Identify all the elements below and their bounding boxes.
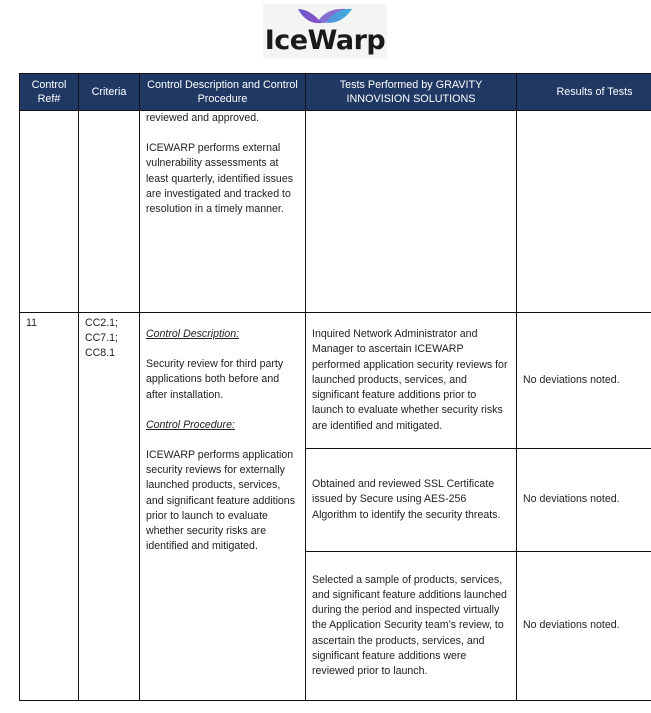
controls-table xyxy=(19,73,651,701)
control-description-heading: Control Description: xyxy=(146,328,240,340)
test-cell: Obtained and reviewed SSL Certificate issued by Secure using AES-256 Algorithm to identify the security threats. xyxy=(306,449,517,552)
criteria-item: CC8.1 xyxy=(85,347,116,360)
header-results: Results of Tests xyxy=(517,74,651,111)
header-control-description: Control Description and Control Procedure xyxy=(140,74,306,111)
icewarp-logo xyxy=(263,4,387,59)
tests-cell xyxy=(306,111,517,313)
result-cell: No deviations noted. xyxy=(517,552,651,701)
result-cell: No deviations noted. xyxy=(517,313,651,449)
criteria-item: CC7.1; xyxy=(85,332,118,345)
criteria-cell xyxy=(79,111,140,313)
result-cell: No deviations noted. xyxy=(517,449,651,552)
control-procedure-heading: Control Procedure: xyxy=(146,418,235,431)
control-description-cell xyxy=(140,111,306,313)
table-row xyxy=(20,111,651,313)
header-control-ref: Control Ref# xyxy=(20,74,79,111)
icewarp-wings-icon xyxy=(296,6,354,26)
results-cell xyxy=(517,111,651,313)
test-cell: Inquired Network Administrator and Manager to ascertain ICEWARP performed application security reviews for launched products, services, and significant feature additions prior to launch to evaluate whether security risks are identified and mitigated. xyxy=(306,313,517,449)
control-ref-cell: 11 xyxy=(20,313,79,701)
control-ref-cell xyxy=(20,111,79,313)
logo-wordmark: IceWarp xyxy=(264,25,386,56)
test-cell: Selected a sample of products, services, and significant feature additions launched during the period and inspected virtually the Application Security team’s review, to ascertain the products, services, and significant feature additions were reviewed prior to launch. xyxy=(306,552,517,701)
criteria-cell xyxy=(79,313,140,701)
criteria-item: CC2.1; xyxy=(85,317,118,329)
control-description-cell xyxy=(140,313,306,701)
table-header-row xyxy=(20,74,651,111)
control-description-text: Security review for third party applications both before and after installation. xyxy=(146,358,284,401)
description-text: ICEWARP performs external vulnerability assessments at least quarterly, identified issues are investigated and tracked to resolution in a timely manner. xyxy=(146,142,294,216)
description-text: reviewed and approved. xyxy=(146,112,260,124)
control-procedure-text: ICEWARP performs application security reviews for externally launched products, services, and significant feature additions prior to launch to evaluate whether security risks are identified and mitigated. xyxy=(146,449,296,553)
table-row xyxy=(20,313,651,449)
header-criteria: Criteria xyxy=(79,74,140,111)
header-tests-performed: Tests Performed by GRAVITY INNOVISION SOLUTIONS xyxy=(306,74,517,111)
